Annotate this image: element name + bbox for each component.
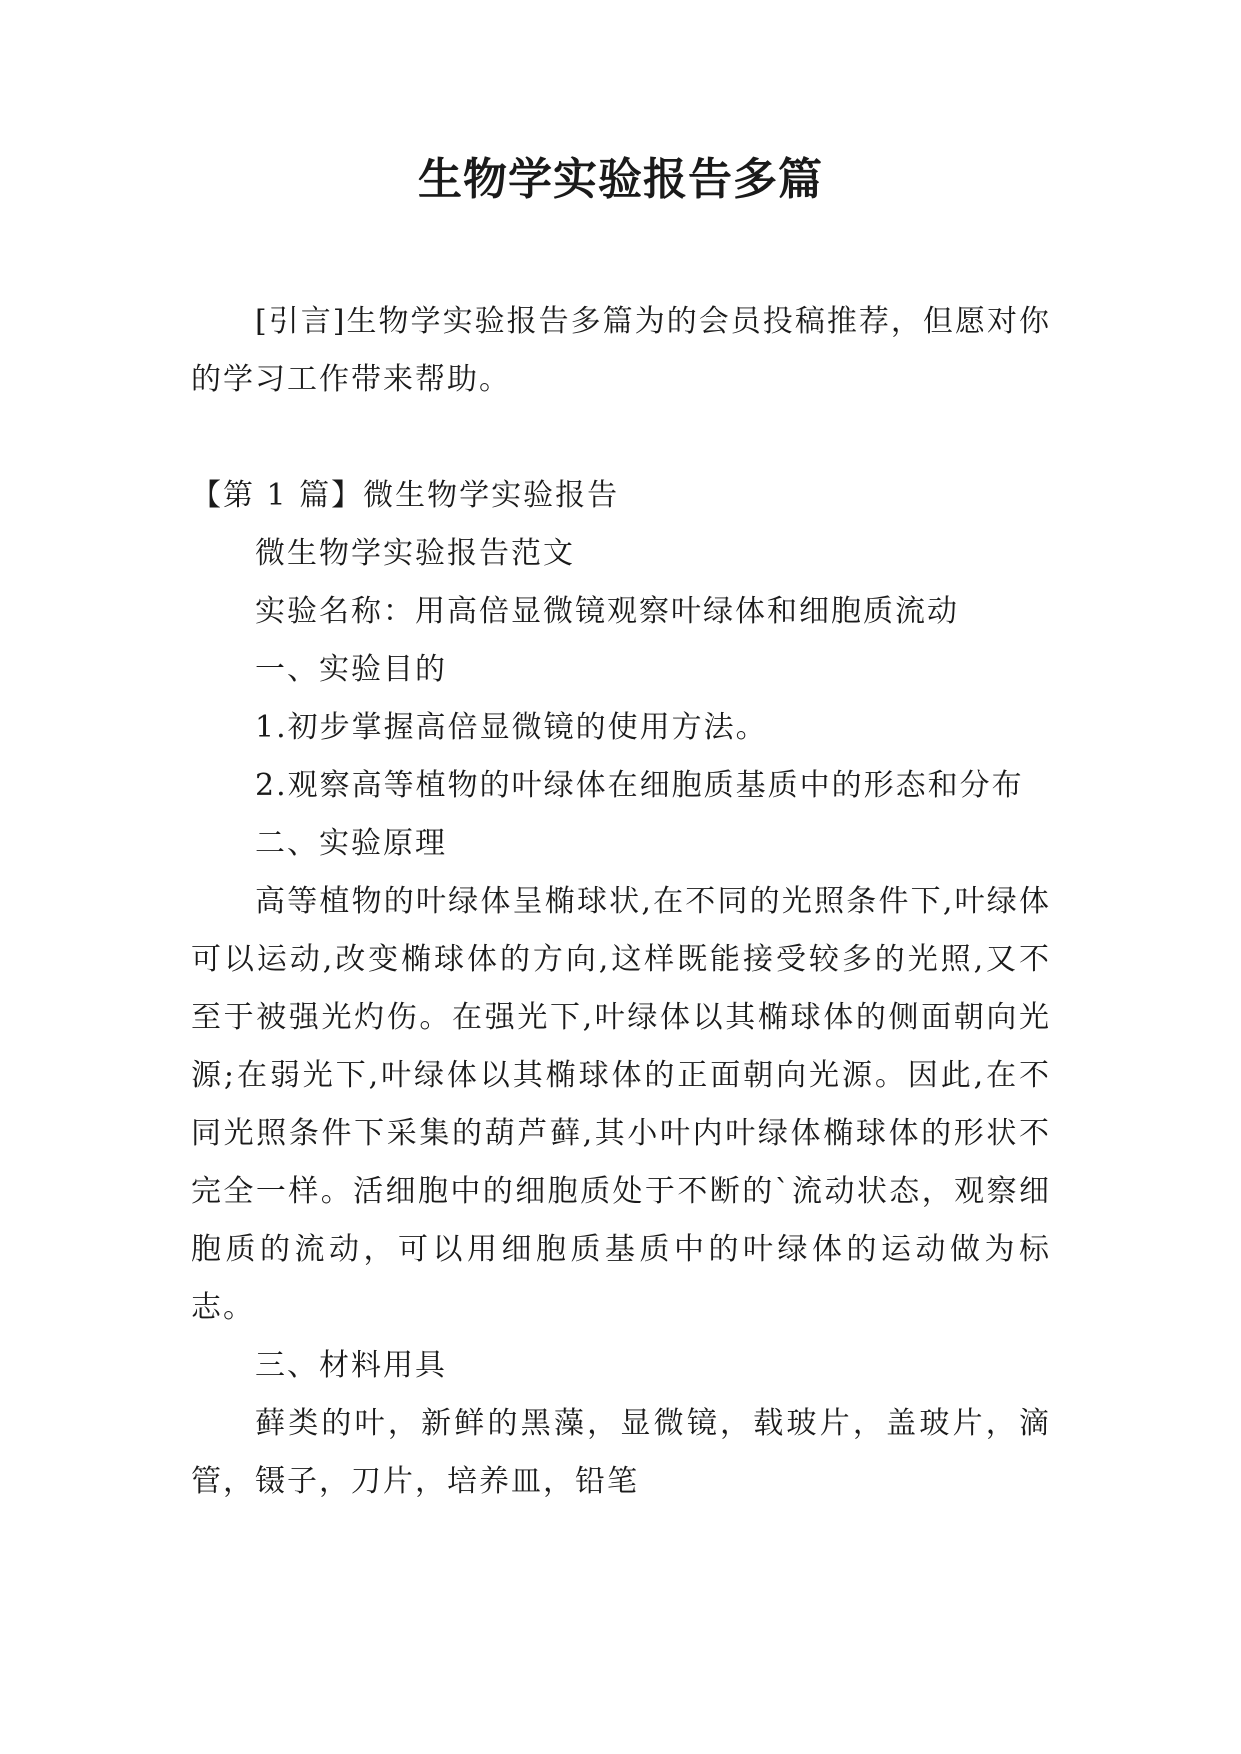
- paragraph: 藓类的叶，新鲜的黑藻，显微镜，载玻片，盖玻片，滴管，镊子，刀片，培养皿，铅笔: [191, 1406, 1051, 1499]
- paragraph: 实验名称：用高倍显微镜观察叶绿体和细胞质流动: [255, 594, 959, 629]
- document-body: [191, 293, 1051, 1511]
- paragraph: 1.初步掌握高倍显微镜的使用方法。: [255, 710, 768, 745]
- spacer: [191, 409, 1051, 467]
- subheading: 一、实验目的: [255, 652, 447, 687]
- paragraph: 高等植物的叶绿体呈椭球状,在不同的光照条件下,叶绿体可以运动,改变椭球体的方向,这样既能接受较多的光照,又不至于被强光灼伤。在强光下,叶绿体以其椭球体的侧面朝向光源;在弱光下,叶绿体以其椭球体的正面朝向光源。因此,在不同光照条件下采集的葫芦藓,其小叶内叶绿体椭球体的形状不完全一样。活细胞中的细胞质处于不断的`流动状态，观察细胞质的流动，可以用细胞质基质中的叶绿体的运动做为标志。: [191, 884, 1051, 1325]
- paragraph: 微生物学实验报告范文: [255, 536, 575, 571]
- subheading: 三、材料用具: [255, 1348, 447, 1383]
- intro-paragraph: [引言]生物学实验报告多篇为的会员投稿推荐，但愿对你的学习工作带来帮助。: [191, 304, 1051, 397]
- subheading: 二、实验原理: [255, 826, 447, 861]
- paragraph: 2.观察高等植物的叶绿体在细胞质基质中的形态和分布: [255, 768, 1024, 803]
- section-heading: 【第 1 篇】微生物学实验报告: [191, 478, 620, 513]
- document-title: 生物学实验报告多篇: [418, 154, 823, 205]
